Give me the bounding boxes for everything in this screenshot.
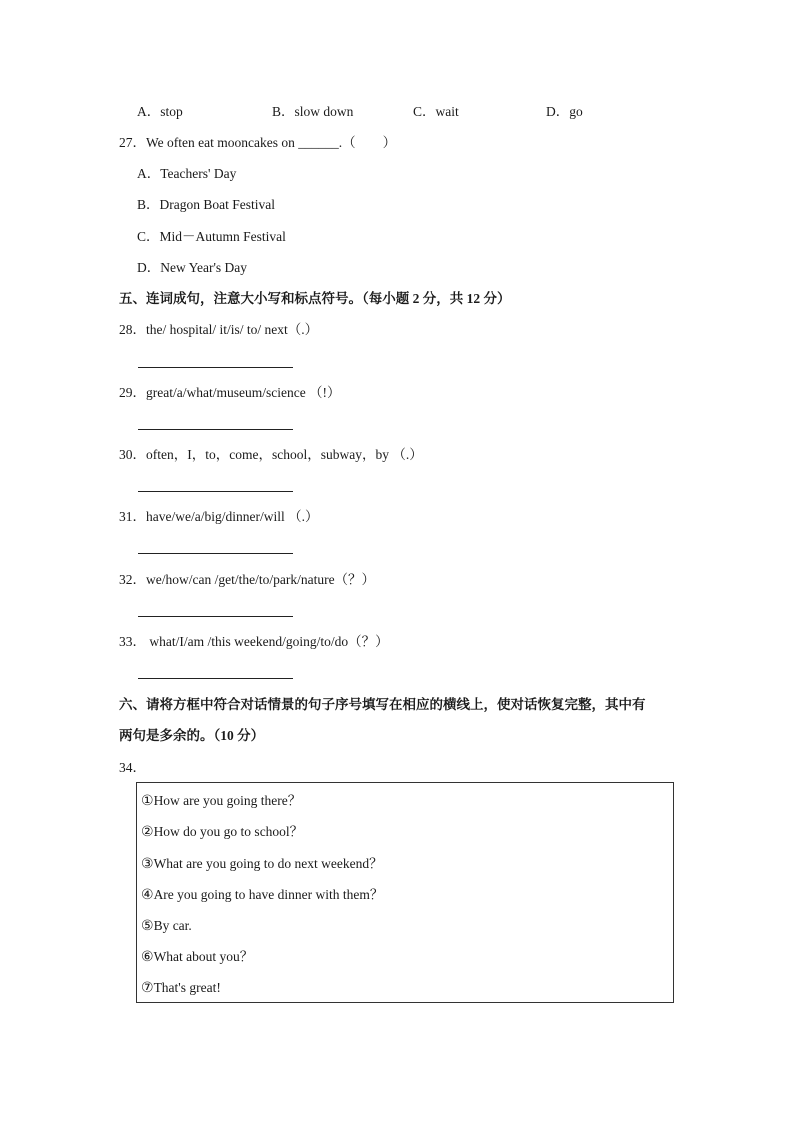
q31-answer-line xyxy=(138,553,293,554)
q27-option-b: B．Dragon Boat Festival xyxy=(137,197,275,212)
q28-prompt: 28．the/ hospital/ it/is/ to/ next（.） xyxy=(119,322,319,337)
q27-option-d: D．New Year's Day xyxy=(137,260,248,275)
option-number: ④ xyxy=(141,887,154,903)
option-number: ⑥ xyxy=(141,949,154,965)
box-option-7 xyxy=(141,979,221,997)
q32-prompt: 32．we/how/can /get/the/to/park/nature（？） xyxy=(119,572,376,587)
q29-prompt: 29．great/a/what/museum/science （!） xyxy=(119,385,341,400)
option-text: That's great! xyxy=(153,980,221,995)
section6-heading-line1: 六、请将方框中符合对话情景的句子序号填写在相应的横线上，使对话恢复完整，其中有 xyxy=(119,697,646,712)
q30-answer-line xyxy=(138,491,293,492)
q26-option-d: D．go xyxy=(546,104,583,119)
option-number: ① xyxy=(141,793,154,809)
section6-heading-line2: 两句是多余的。（10 分） xyxy=(119,728,265,743)
box-option-5 xyxy=(141,917,192,935)
q28-answer-line xyxy=(138,367,293,368)
q27-option-a: A．Teachers' Day xyxy=(137,166,237,181)
sentence-options-box xyxy=(136,782,674,1003)
option-number: ⑤ xyxy=(141,918,154,934)
option-number: ⑦ xyxy=(141,980,154,996)
box-option-1 xyxy=(141,792,301,810)
option-text: By car. xyxy=(153,918,192,933)
q30-prompt: 30．often，I，to，come，school，subway，by （.） xyxy=(119,447,423,462)
q27-stem: 27．We often eat mooncakes on ______.（ ） xyxy=(119,135,397,150)
option-text: How do you go to school？ xyxy=(153,824,304,839)
option-number: ③ xyxy=(141,856,154,872)
q26-option-c: C．wait xyxy=(413,104,459,119)
q33-answer-line xyxy=(138,678,293,679)
q34-label: 34． xyxy=(119,760,146,775)
box-option-2 xyxy=(141,823,303,841)
q31-prompt: 31．have/we/a/big/dinner/will （.） xyxy=(119,509,319,524)
q33-prompt: 33． what/I/am /this weekend/going/to/do（？） xyxy=(119,634,389,649)
option-text: How are you going there？ xyxy=(153,793,302,808)
q32-answer-line xyxy=(138,616,293,617)
q29-answer-line xyxy=(138,429,293,430)
option-text: What about you？ xyxy=(153,949,254,964)
q27-option-c: C．Mid－Autumn Festival xyxy=(137,229,286,244)
box-option-4 xyxy=(141,886,383,904)
option-text: What are you going to do next weekend？ xyxy=(153,856,383,871)
option-number: ② xyxy=(141,824,154,840)
section5-heading: 五、连词成句，注意大小写和标点符号。（每小题 2 分，共 12 分） xyxy=(119,291,511,306)
q26-option-b: B．slow down xyxy=(272,104,354,119)
box-option-6 xyxy=(141,948,253,966)
q26-option-a: A．stop xyxy=(137,104,183,119)
option-text: Are you going to have dinner with them？ xyxy=(153,887,384,902)
box-option-3 xyxy=(141,855,383,873)
